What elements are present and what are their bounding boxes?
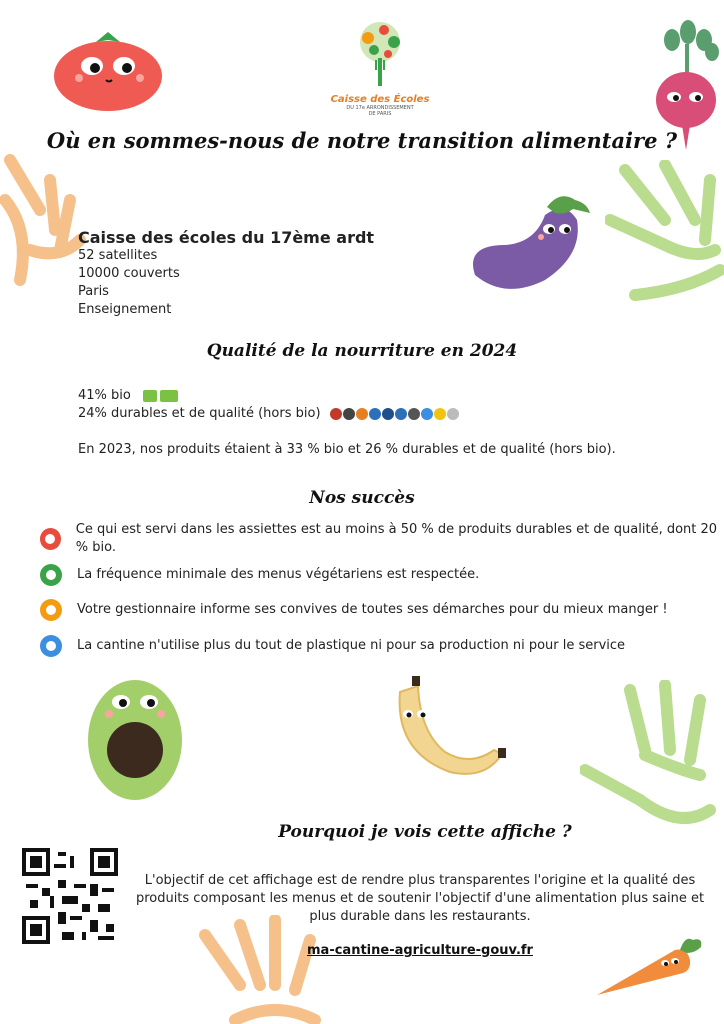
quality-badge-icon <box>40 528 61 550</box>
durable-percentage: 24% durables et de qualité (hors bio) <box>78 406 321 421</box>
success-item <box>40 633 625 659</box>
why-text: L'objectif de cet affichage est de rendre plus transparentes l'origine et la qualité des produits composant les menus et de soutenir l'objectif d'une alimentation plus saine et plus durable dans les restaurants. <box>135 873 705 924</box>
success-item <box>40 597 668 623</box>
avocado-illustration <box>85 672 185 802</box>
establishment-sector: Enseignement <box>78 302 172 317</box>
logo-subtitle: DU 17e ARRONDISSEMENT <box>346 105 414 111</box>
bio-percentage: 41% bio <box>78 388 131 403</box>
website-link[interactable]: ma-cantine-agriculture-gouv.fr <box>307 943 533 958</box>
qr-code-icon[interactable] <box>22 848 118 944</box>
why-heading: Pourquoi je vois cette affiche ? <box>278 822 572 842</box>
establishment-info <box>78 228 374 319</box>
quality-labels-icon <box>329 408 459 420</box>
tree-fork-icon <box>350 20 410 90</box>
information-badge-icon <box>40 599 62 621</box>
success-text: La fréquence minimale des menus végétariens est respectée. <box>77 567 480 582</box>
success-item <box>40 522 724 555</box>
establishment-city: Paris <box>78 284 109 299</box>
caisse-des-ecoles-logo <box>330 20 430 117</box>
eggplant-illustration <box>465 185 595 297</box>
green-hand-bottom-right <box>580 680 724 840</box>
success-text: Ce qui est servi dans les assiettes est au moins à 50 % de produits durables et de qualité, dont 20 % bio. <box>75 522 718 555</box>
ab-bio-logo-icon <box>143 390 157 402</box>
bio-line <box>78 387 178 405</box>
green-hand-top-right <box>605 160 724 310</box>
tomato-illustration <box>52 30 164 112</box>
banana-illustration <box>390 672 510 782</box>
success-text: Votre gestionnaire informe ses convives de toutes ses démarches pour du mieux manger ! <box>77 602 668 617</box>
successes-heading: Nos succès <box>309 488 415 508</box>
carrot-illustration <box>595 935 705 1000</box>
logo-name: Caisse des Écoles <box>330 94 430 105</box>
page-title: Où en sommes-nous de notre transition alimentaire ? <box>46 128 678 153</box>
previous-year-text: En 2023, nos produits étaient à 33 % bio et 26 % durables et de qualité (hors bio). <box>78 442 616 457</box>
success-text: La cantine n'utilise plus du tout de plastique ni pour sa production ni pour le service <box>77 638 626 653</box>
durable-line <box>78 405 459 423</box>
success-item <box>40 562 479 588</box>
orange-hand-top-left <box>0 140 90 300</box>
establishment-satellites: 52 satellites <box>78 248 158 263</box>
eu-organic-logo-icon <box>160 390 178 402</box>
establishment-name: Caisse des écoles du 17ème ardt <box>78 228 375 247</box>
logo-subtitle-2: DE PARIS <box>368 111 392 117</box>
no-plastic-badge-icon <box>40 635 62 657</box>
orange-hand-bottom <box>195 915 345 1024</box>
establishment-couverts: 10000 couverts <box>78 266 180 281</box>
vegetarian-badge-icon <box>40 564 62 586</box>
quality-heading: Qualité de la nourriture en 2024 <box>206 341 518 361</box>
